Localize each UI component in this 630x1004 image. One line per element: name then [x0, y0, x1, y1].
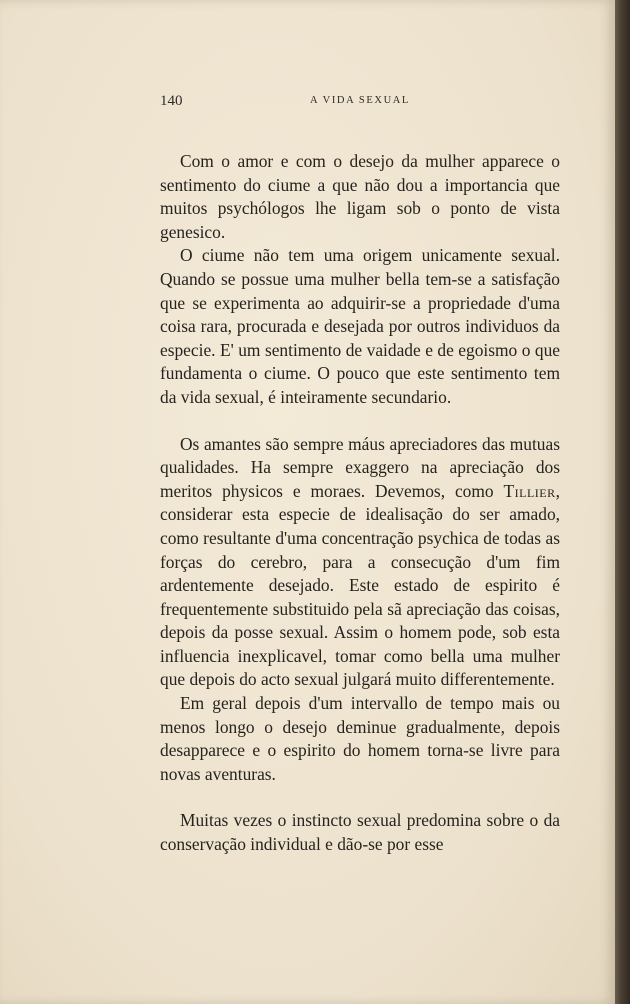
body-text — [160, 150, 560, 857]
page-number: 140 — [160, 93, 183, 109]
paragraph-5: Muitas vezes o instincto sexual predomina sobre o da conservação individual e dão-se por esse — [160, 810, 560, 855]
paragraph-2: O ciume não tem uma origem unicamente sexual. Quando se possue uma mulher bella tem-se a satisfação que se experimenta ao adquirir-se a propriedade d'uma coisa rara, procurada e desejada por outros individuos da especie. E' um sentimento de vaidade e de egoismo o que fundamenta o ciume. O pouco que este sentimento tem da vida sexual, é inteiramente secundario. — [160, 245, 560, 407]
running-head-title: A VIDA SEXUAL — [310, 95, 410, 106]
paragraph-3-text-before: Os amantes são sempre máus apreciadores das mutuas qualidades. Ha sempre exaggero na apreciação dos meritos physicos e moraes. Devemos, como — [160, 433, 560, 501]
paragraph-3-text-after: , considerar esta especie de idealisação do ser amado, como resultante d'uma concentração psychica de todas as forças do cerebro, para a consecução d'um fim ardentemente desejado. Este estado de espirito é frequentemente substituido pela sã apreciação das coisas, depois da posse sexual. Assim o homem pode, sob esta influencia inexplicavel, tomar como bella uma mulher que depois do acto sexual julgará muito differentemente. — [160, 480, 560, 690]
paragraph-1: Com o amor e com o desejo da mulher apparece o sentimento do ciume a que não dou a importancia que muitos psychólogos lhe ligam sob o ponto de vista genesico. — [160, 151, 560, 242]
author-name: Tillier — [503, 480, 556, 501]
paragraph-4: Em geral depois d'um intervallo de tempo mais ou menos longo o desejo deminue gradualmente, depois desapparece e o espirito do homem torna-se livre para novas aventuras. — [160, 693, 560, 784]
page-edge — [615, 0, 630, 1004]
paragraph-3 — [160, 433, 560, 693]
running-head — [160, 93, 560, 113]
